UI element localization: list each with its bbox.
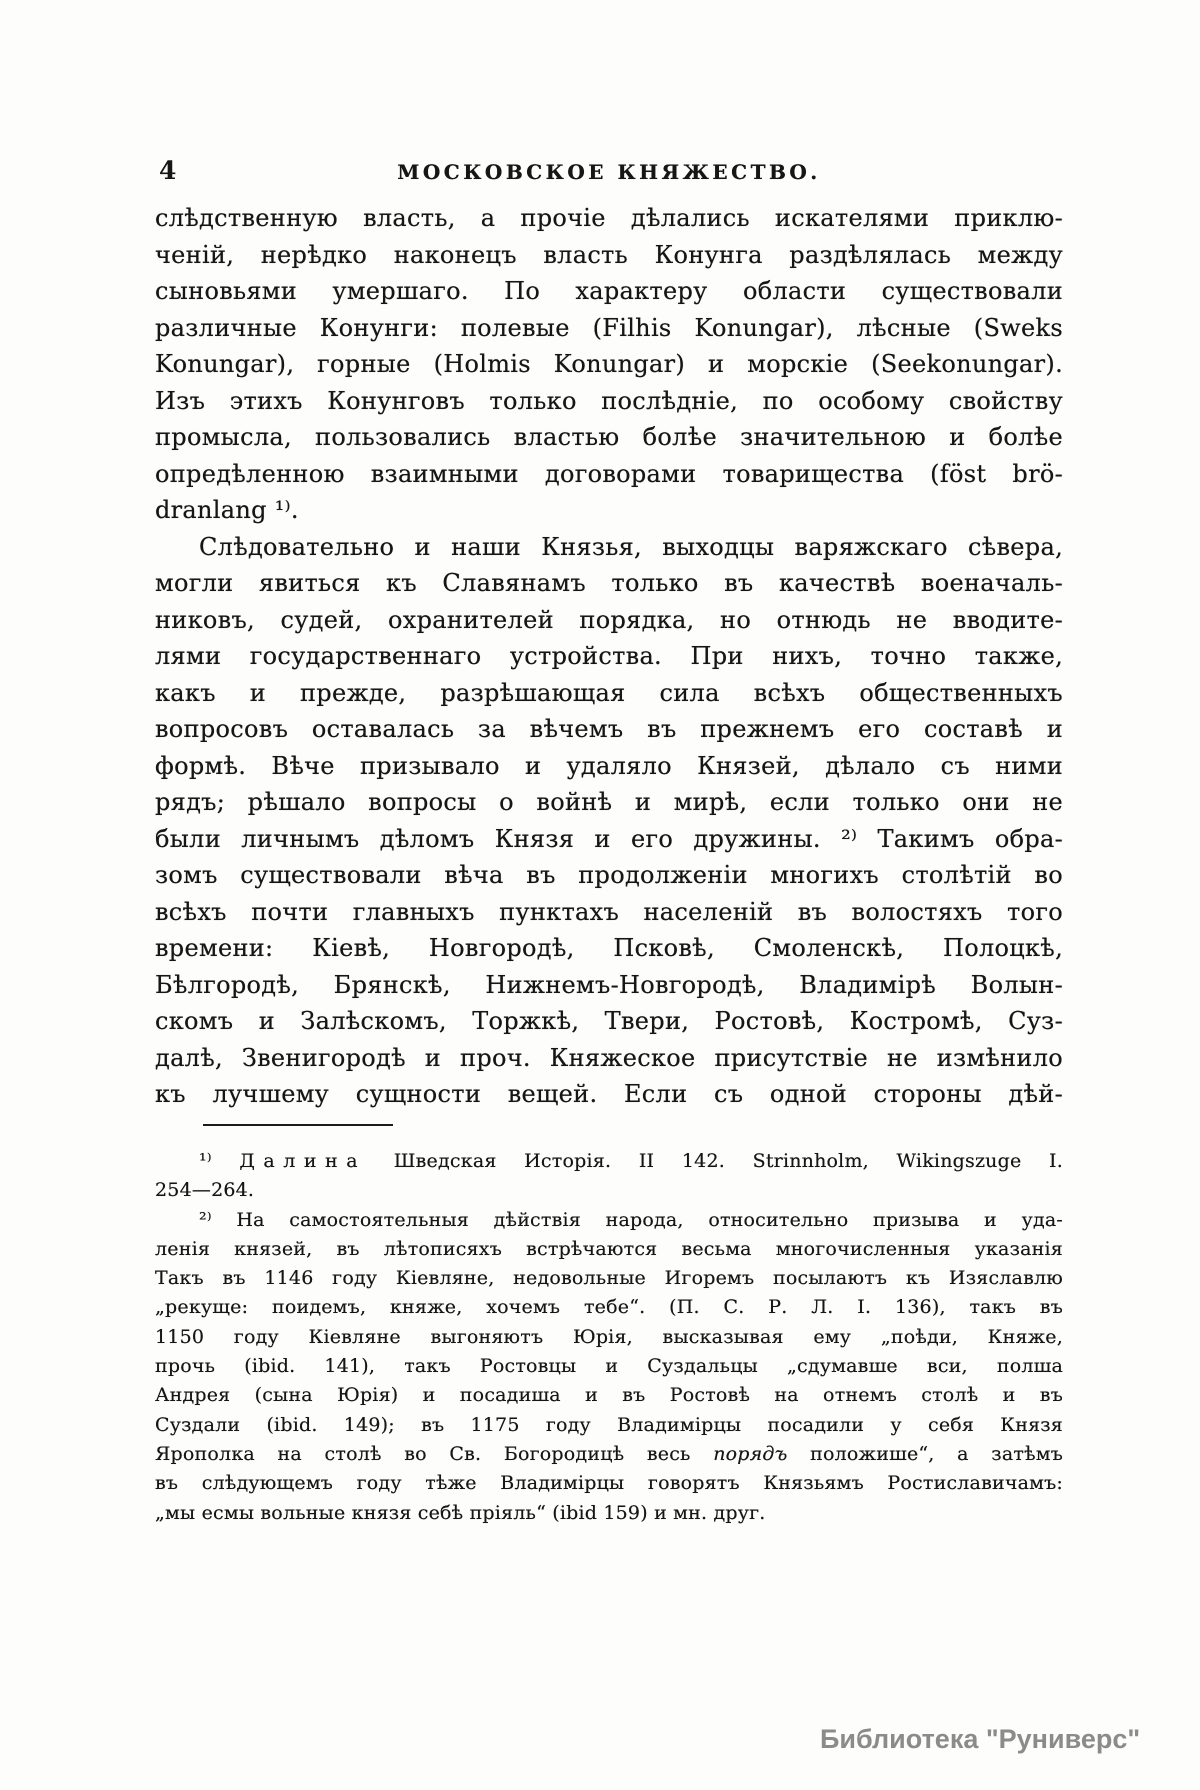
text-line: Konungar), горные (Holmis Konungar) и морскіе (Seekonungar). [155,350,1063,378]
text-line: различные Конунги: полевые (Filhis Konungar), лѣсные (Sweks [155,313,1063,342]
footnote-line [155,1440,1063,1469]
footnote-line [155,1147,1063,1176]
text-line: dranlang ¹⁾. [155,496,299,524]
footnote-line: ²⁾ На самостоятельныя дѣйствія народа, относительно призыва и уда- [199,1208,1063,1231]
text-line: далѣ, Звенигородѣ и проч. Княжеское присутствіе не измѣнило [155,1043,1063,1072]
author-name: Далина [239,1150,367,1172]
footnotes [155,1147,1063,1528]
footnote-1 [155,1147,1063,1206]
text-line: какъ и прежде, разрѣшающая сила всѣхъ общественныхъ [155,678,1063,707]
text-line: никовъ, судей, охранителей порядка, но отнюдь не вводите- [155,605,1063,634]
footnote-marker: ¹⁾ [199,1150,240,1172]
text-line: рядъ; рѣшало вопросы о войнѣ и мирѣ, если только они не [155,788,1063,816]
footnote-line: „мы есмы вольные князя себѣ пріяль“ (ibid 159) и мн. друг. [155,1501,766,1524]
footnote-text: положише“, а затѣмъ [787,1442,1063,1465]
italic-term: порядъ [713,1442,788,1465]
text-line: опредѣленною взаимными договорами товарищества (föst brö- [155,459,1063,488]
footnote-line: 254—264. [155,1179,255,1202]
text-line: были личнымъ дѣломъ Князя и его дружины. ²⁾ Такимъ обра- [155,824,1063,853]
footnote-2 [155,1206,1063,1528]
text-line: промысла, пользовались властью болѣе значительною и болѣе [155,423,1063,451]
page-header [155,154,1063,188]
text-line: времени: Кіевѣ, Новгородѣ, Псковѣ, Смоленскѣ, Полоцкѣ, [155,934,1063,962]
text-line: лями государственнаго устройства. При нихъ, точно также, [155,642,1063,670]
text-line: сыновьями умершаго. По характеру области существовали [155,277,1063,305]
library-watermark: Библиотека "Руниверс" [820,1724,1141,1754]
text-line: могли явиться къ Славянамъ только въ качествѣ военачаль- [155,569,1063,597]
text-line: зомъ существовали вѣча въ продолженіи многихъ столѣтій во [155,861,1063,889]
paragraph-2 [155,529,1063,1113]
footnote-separator [203,1124,393,1126]
text-line: Изъ этихъ Конунговъ только послѣдніе, по особому свойству [155,386,1063,415]
running-title: МОСКОВСКОЕ КНЯЖЕСТВО. [397,160,821,184]
paragraph-1 [155,200,1063,529]
footnote-line: Андрея (сына Юрія) и посадиша и въ Ростовѣ на отнемъ столѣ и въ [155,1384,1063,1407]
text-line: ченій, нерѣдко наконецъ власть Конунга раздѣлялась между [155,240,1063,269]
footnote-line: прочь (ibid. 141), такъ Ростовцы и Суздальцы „сдумавше вси, полша [155,1355,1063,1378]
text-line: формѣ. Вѣче призывало и удаляло Князей, дѣлало съ ними [155,751,1063,780]
text-line: всѣхъ почти главныхъ пунктахъ населеній въ волостяхъ того [155,897,1063,926]
footnote-line: Такъ въ 1146 году Кіевляне, недовольные Игоремъ посылаютъ къ Изяславлю [155,1267,1063,1290]
footnote-text: Шведская Исторія. II 142. Strinnholm, Wikingszuge I. [366,1150,1063,1172]
text-line: Слѣдовательно и наши Князья, выходцы варяжскаго сѣвера, [199,532,1063,561]
text-line: скомъ и Залѣскомъ, Торжкѣ, Твери, Ростовѣ, Костромѣ, Суз- [155,1007,1063,1035]
text-line: къ лучшему сущности вещей. Если съ одной стороны дѣй- [155,1080,1063,1108]
footnote-text: Ярополка на столѣ во Св. Богородицѣ весь [155,1442,714,1465]
footnote-line: въ слѣдующемъ году тѣже Владимірцы говорятъ Князьямъ Ростиславичамъ: [155,1472,1063,1495]
text-line: слѣдственную власть, а прочіе дѣлались искателями приклю- [155,204,1063,232]
footnote-line: Суздали (ibid. 149); въ 1175 году Владимірцы посадили у себя Князя [155,1413,1063,1436]
body-text [155,200,1063,1113]
footnote-line: „рекуще: поидемъ, княже, хочемъ тебе“. (П. С. Р. Л. I. 136), такъ въ [155,1296,1063,1319]
footnote-line: ленія князей, въ лѣтописяхъ встрѣчаются весьма многочисленныя указанія [155,1237,1063,1260]
text-line: Бѣлгородѣ, Брянскѣ, Нижнемъ-Новгородѣ, Владимірѣ Волын- [155,970,1063,999]
page-number: 4 [159,156,177,185]
footnote-line: 1150 году Кіевляне выгоняютъ Юрія, высказывая ему „поѣди, Княже, [155,1325,1063,1348]
text-line: вопросовъ оставалась за вѣчемъ въ прежнемъ его составѣ и [155,715,1063,743]
